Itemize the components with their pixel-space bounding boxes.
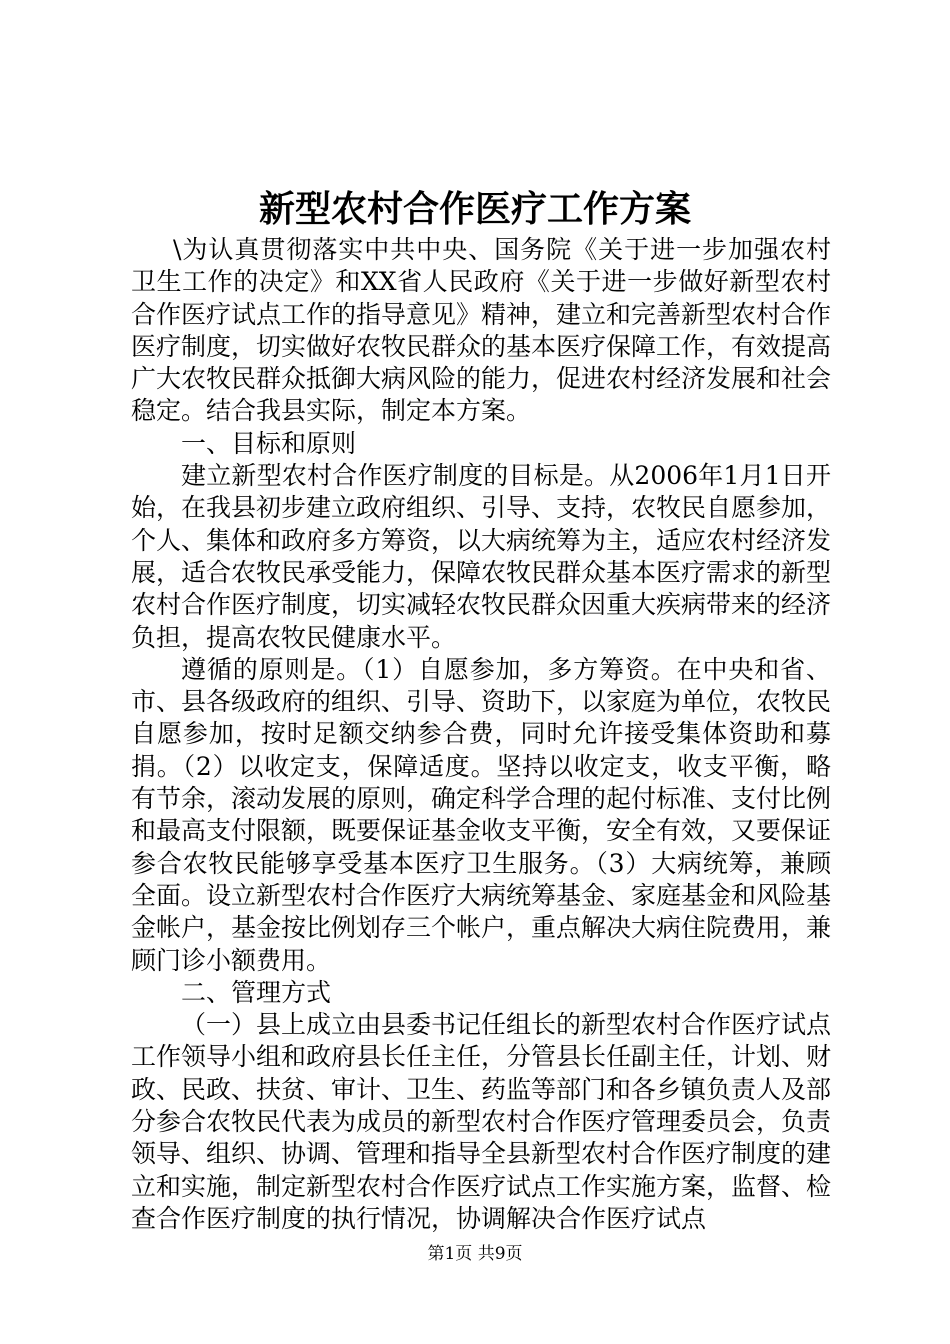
goal-paragraph: 建立新型农村合作医疗制度的目标是。从2006年1月1日开始，在我县初步建立政府组织、引导、支持，农牧民自愿参加，个人、集体和政府多方筹资，以大病统筹为主，适应农村经济发展，适合农牧民承受能力，保障农牧民群众基本医疗需求的新型农村合作医疗制度，切实减轻农牧民群众因重大疾病带来的经济负担，提高农牧民健康水平。 xyxy=(131,461,832,652)
principles-paragraph: 遵循的原则是。（1）自愿参加，多方筹资。在中央和省、市、县各级政府的组织、引导、资助下，以家庭为单位，农牧民自愿参加，按时足额交纳参合费，同时允许接受集体资助和募捐。（2）以收定支，保障适度。坚持以收定支，收支平衡，略有节余，滚动发展的原则，确定科学合理的起付标准、支付比例和最高支付限额，既要保证基金收支平衡，安全有效，又要保证参合农牧民能够享受基本医疗卫生服务。（3）大病统筹，兼顾全面。设立新型农村合作医疗大病统筹基金、家庭基金和风险基金帐户，基金按比例划存三个帐户，重点解决大病住院费用，兼顾门诊小额费用。 xyxy=(131,654,832,975)
section-heading-2: 二、管理方式 xyxy=(181,977,332,1007)
section-heading-1: 一、目标和原则 xyxy=(181,428,357,458)
document-body xyxy=(131,234,831,1235)
page-number-footer: 第1页 共9页 xyxy=(427,1244,523,1264)
intro-paragraph: \为认真贯彻落实中共中央、国务院《关于进一步加强农村卫生工作的决定》和XX省人民政府《关于进一步做好新型农村合作医疗试点工作的指导意见》精神，建立和完善新型农村合作医疗制度，切实做好农牧民群众的基本医疗保障工作，有效提高广大农牧民群众抵御大病风险的能力，促进农村经济发展和社会稳定。结合我县实际，制定本方案。 xyxy=(131,235,832,426)
page-title: 新型农村合作医疗工作方案 xyxy=(258,188,691,230)
management-paragraph: （一）县上成立由县委书记任组长的新型农村合作医疗试点工作领导小组和政府县长任主任，分管县长任副主任，计划、财政、民政、扶贫、审计、卫生、药监等部门和各乡镇负责人及部分参合农牧民代表为成员的新型农村合作医疗管理委员会，负责领导、组织、协调、管理和指导全县新型农村合作医疗制度的建立和实施，制定新型农村合作医疗试点工作实施方案，监督、检查合作医疗制度的执行情况，协调解决合作医疗试点 xyxy=(131,1010,832,1233)
